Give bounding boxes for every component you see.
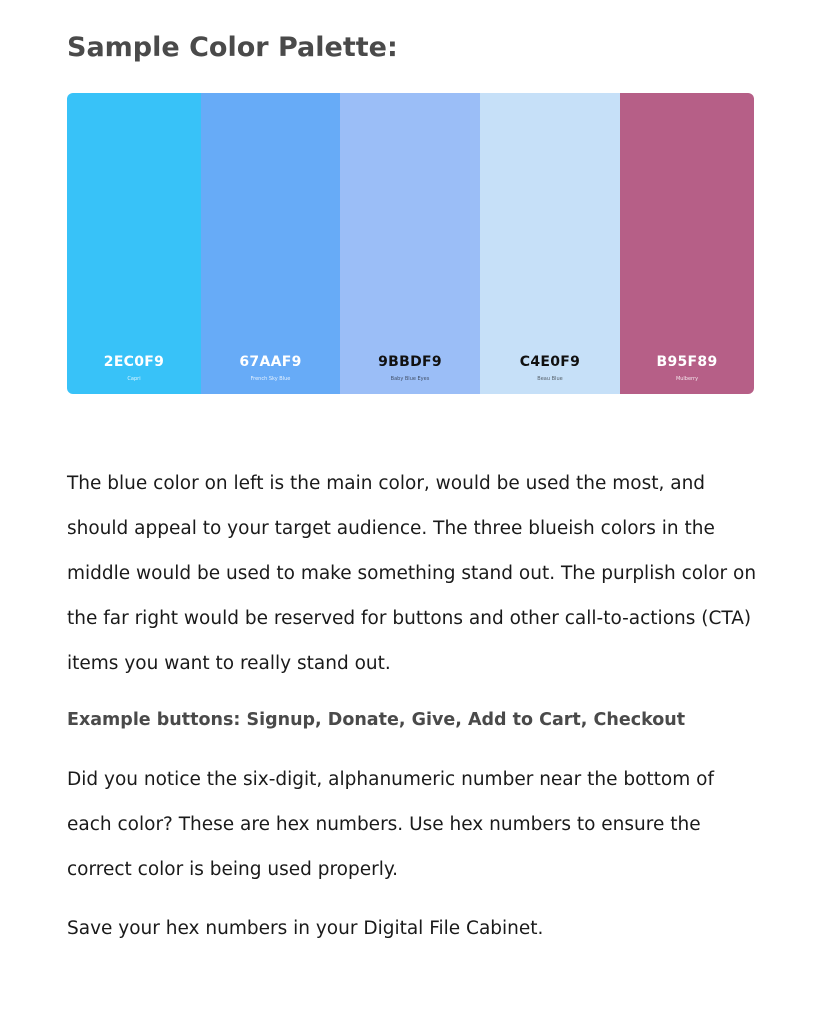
swatch-french-sky-blue — [201, 93, 340, 394]
swatch-color-name: Mulberry — [675, 376, 699, 382]
hex-note-paragraph: Did you notice the six-digit, alphanumeric number near the bottom of each color? These are hex numbers. Use hex numbers to ensure the correct color is being used properly. — [67, 769, 714, 880]
swatch-hex-label: 67AAF9 — [239, 354, 302, 370]
swatch-hex-label: 2EC0F9 — [103, 354, 165, 370]
swatch-baby-blue-eyes — [340, 93, 480, 394]
example-buttons-heading: Example buttons: Signup, Donate, Give, Add to Cart, Checkout — [67, 710, 686, 730]
swatch-hex-label: 9BBDF9 — [378, 354, 442, 370]
swatch-color-name: Capri — [127, 376, 141, 382]
page-title: Sample Color Palette: — [67, 32, 398, 63]
color-palette — [67, 93, 754, 394]
swatch-color-name: Beau Blue — [537, 376, 563, 382]
swatch-hex-label: C4E0F9 — [519, 354, 581, 370]
swatch-capri — [67, 93, 201, 394]
swatch-hex-label: B95F89 — [656, 354, 718, 370]
swatch-beau-blue — [480, 93, 620, 394]
intro-paragraph: The blue color on left is the main color, would be used the most, and should appeal to your target audience. The three blueish colors in the middle would be used to make something stand out. The purplish color on the far right would be reserved for buttons and other call-to-actions (CTA) items you want to really stand out. — [67, 473, 757, 674]
swatch-color-name: French Sky Blue — [250, 376, 291, 382]
swatch-mulberry — [620, 93, 754, 394]
save-note-paragraph: Save your hex numbers in your Digital File Cabinet. — [67, 918, 544, 939]
swatch-color-name: Baby Blue Eyes — [390, 376, 430, 382]
